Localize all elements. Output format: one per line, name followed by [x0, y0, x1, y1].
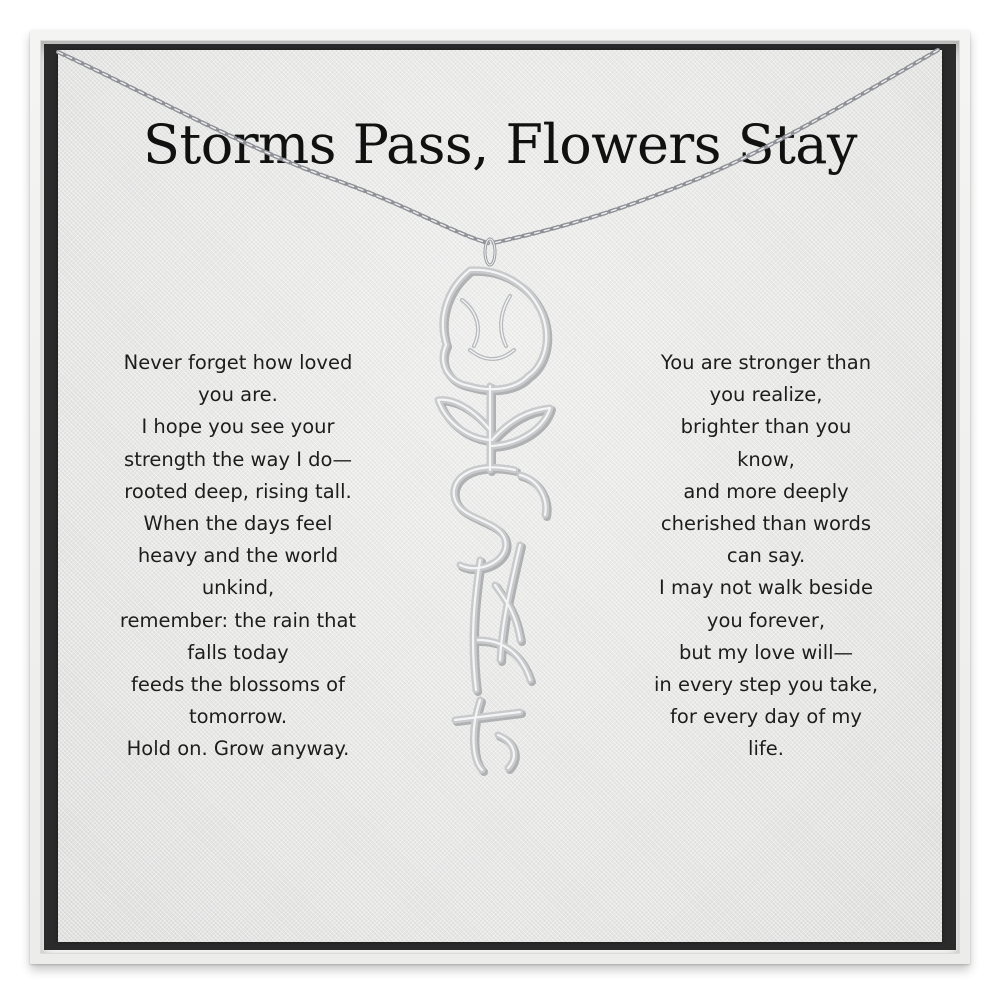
right-poem-line: can say. [726, 544, 806, 568]
left-poem-line: Never forget how loved [123, 351, 353, 374]
right-poem-line: I may not walk beside [659, 576, 873, 600]
right-poem-line: brighter than you [680, 415, 852, 439]
right-poem-line: and more deeply [683, 479, 849, 503]
left-poem-line: When the days feel [143, 512, 333, 536]
left-poem-line: Hold on. Grow anyway. [126, 737, 350, 761]
left-poem-line: I hope you see your [141, 415, 335, 439]
left-poem-line: feeds the blossoms of [131, 673, 345, 697]
right-poem-line: You are stronger than [660, 351, 872, 374]
left-poem-line: falls today [187, 640, 289, 664]
right-poem-line: know, [737, 447, 795, 471]
right-poem-line: but my love will— [678, 640, 854, 664]
right-poem-line: you realize, [709, 383, 823, 407]
card-title: Storms Pass, Flowers Stay [143, 113, 857, 176]
left-poem-line: heavy and the world [137, 544, 339, 568]
left-poem-line: remember: the rain that [119, 608, 357, 632]
right-poem-line: for every day of my [670, 705, 862, 729]
right-poem-line: cherished than words [660, 512, 872, 536]
left-poem-line: you are. [198, 383, 278, 407]
right-poem-line: in every step you take, [653, 673, 879, 697]
left-poem [88, 347, 388, 766]
left-poem-line: unkind, [201, 576, 275, 600]
right-poem-line: life. [748, 737, 784, 761]
left-poem-line: rooted deep, rising tall. [124, 479, 352, 503]
left-poem-line: strength the way I do— [124, 447, 352, 471]
right-poem-line: you forever, [706, 608, 826, 632]
right-poem [606, 347, 926, 766]
left-poem-line: tomorrow. [188, 705, 288, 729]
